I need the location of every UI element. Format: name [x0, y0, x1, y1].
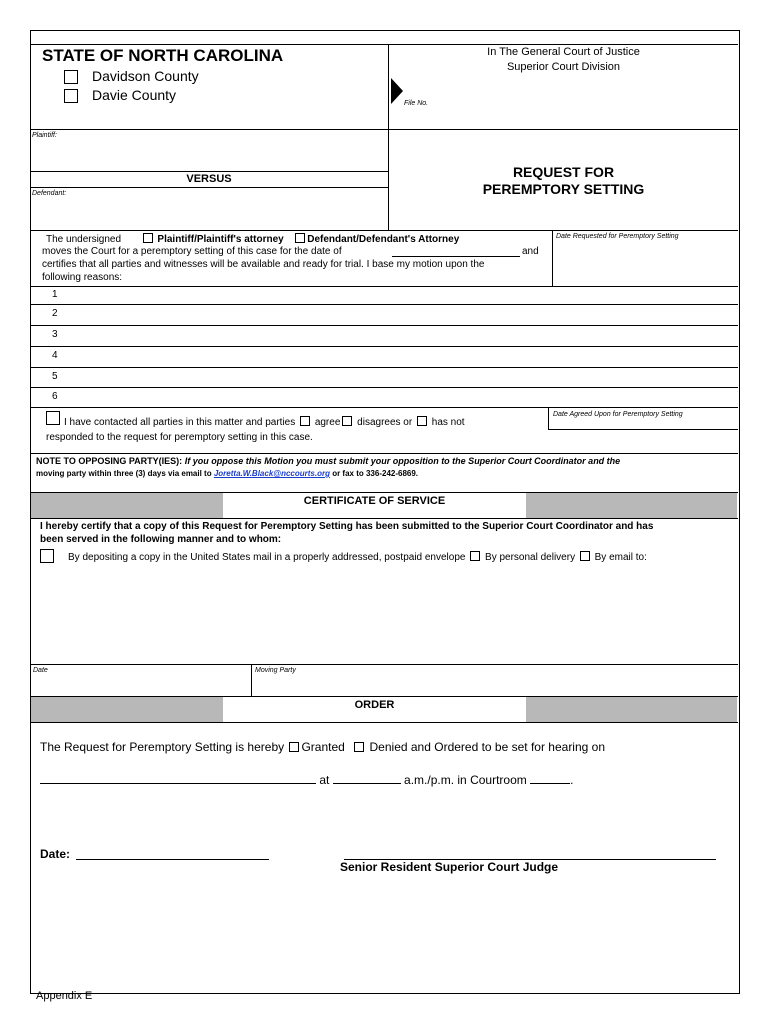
reason-1-number: 1 — [52, 289, 58, 300]
reason-1-line[interactable] — [30, 304, 738, 305]
hearing-date-field[interactable] — [40, 771, 316, 784]
form-title-line-2: PEREMPTORY SETTING — [482, 181, 645, 197]
order-bottom-rule — [30, 722, 738, 723]
courtroom-field[interactable] — [530, 771, 570, 784]
certify-line-2: been served in the following manner and to whom: — [40, 534, 282, 545]
date-requested-divider — [552, 230, 553, 286]
personal-delivery-checkbox[interactable] — [470, 551, 480, 561]
header-rule — [30, 129, 738, 130]
file-no-label: File No. — [404, 100, 429, 107]
defendant-label: Defendant: — [32, 190, 67, 197]
agree-checkbox[interactable] — [300, 416, 310, 426]
court-line-1: In The General Court of Justice — [487, 46, 640, 58]
contact-line-2: responded to the request for peremptory setting in this case. — [46, 432, 313, 443]
contact-line-1 — [64, 416, 465, 428]
hearing-time-field[interactable] — [333, 771, 401, 784]
certificate-title: CERTIFICATE OF SERVICE — [303, 495, 446, 507]
reason-3-line[interactable] — [30, 346, 738, 347]
order-title: ORDER — [354, 699, 395, 711]
coordinator-email-link[interactable]: Joretta.W.Black@nccourts.org — [213, 469, 330, 478]
requested-date-field[interactable] — [392, 256, 520, 257]
order-line-2: at a.m./p.m. in Courtroom . — [40, 771, 573, 787]
reason-5-line[interactable] — [30, 387, 738, 388]
granted-checkbox[interactable] — [289, 742, 299, 752]
order-line-1-start: The Request for Peremptory Setting is hereby — [40, 740, 285, 754]
mail-checkbox[interactable] — [40, 549, 54, 563]
note-text-3: or fax to 336-242-6869. — [332, 469, 419, 478]
email-option-label: By email to: — [594, 552, 647, 563]
reason-6-number: 6 — [52, 391, 58, 402]
reason-4-line[interactable] — [30, 367, 738, 368]
mail-option-label: By depositing a copy in the United States mail in a properly addressed, postpaid envelope — [68, 552, 466, 563]
order-band-left — [31, 696, 223, 722]
order-date-label: Date: — [40, 847, 71, 861]
certificate-top-rule — [30, 492, 738, 493]
reason-6-line[interactable] — [30, 407, 738, 408]
file-arrow-icon — [391, 78, 405, 104]
date-agreed-divider — [548, 407, 549, 429]
certify-line-1: I hereby certify that a copy of this Request for Peremptory Setting has been submitted to the Superior Court Coordinator and has — [40, 521, 654, 532]
denied-checkbox[interactable] — [354, 742, 364, 752]
moving-party-label: Moving Party — [255, 667, 296, 674]
davie-county-checkbox[interactable] — [64, 89, 78, 103]
and-text: and — [522, 246, 539, 257]
certificate-bottom-rule — [30, 518, 738, 519]
reason-2-line[interactable] — [30, 325, 738, 326]
disagrees-label: disagrees or — [357, 417, 413, 428]
at-text: at — [319, 773, 330, 787]
versus-rule — [30, 187, 388, 188]
reason-3-number: 3 — [52, 329, 58, 340]
agree-label: agree — [314, 417, 341, 428]
contact-rule — [30, 453, 738, 454]
order-line-1 — [40, 740, 605, 754]
defendant-attorney-label: Defendant/Defendant's Attorney — [307, 234, 460, 245]
davie-county-label: Davie County — [92, 87, 177, 103]
reason-4-number: 4 — [52, 350, 58, 361]
request-line-1 — [46, 233, 459, 245]
defendant-attorney-checkbox[interactable] — [295, 233, 305, 243]
date-agreed-field[interactable] — [548, 429, 738, 430]
undersigned-text: The undersigned — [46, 234, 122, 245]
reason-2-number: 2 — [52, 308, 58, 319]
signature-top-rule — [30, 664, 738, 665]
plaintiff-attorney-label: Plaintiff/Plaintiff's attorney — [157, 234, 284, 245]
davidson-county-label: Davidson County — [92, 68, 199, 84]
request-line-2: moves the Court for a peremptory setting of this case for the date of — [42, 246, 342, 257]
certificate-band-left — [31, 492, 223, 518]
note-text-1: If you oppose this Motion you must submit your opposition to the Superior Court Coordinator and the — [184, 456, 621, 466]
order-top-rule — [30, 696, 738, 697]
request-line-4: following reasons: — [42, 272, 123, 283]
versus-label: VERSUS — [186, 173, 232, 185]
parties-rule — [30, 230, 738, 231]
note-line-1 — [36, 456, 620, 466]
date-agreed-label: Date Agreed Upon for Peremptory Setting — [553, 411, 683, 418]
certificate-band-right — [526, 492, 737, 518]
disagrees-checkbox[interactable] — [342, 416, 352, 426]
note-text-2: moving party within three (3) days via email to — [36, 469, 212, 478]
certificate-date-label: Date — [33, 667, 48, 674]
contact-text-1: I have contacted all parties in this matter and parties — [64, 417, 296, 428]
note-label: NOTE TO OPPOSING PARTY(IES): — [36, 456, 183, 466]
davidson-county-checkbox[interactable] — [64, 70, 78, 84]
form-title-line-1: REQUEST FOR — [512, 164, 615, 180]
appendix-label: Appendix E — [36, 990, 93, 1002]
has-not-label: has not — [431, 417, 465, 428]
reasons-top-rule — [30, 286, 738, 287]
service-options — [68, 551, 647, 563]
request-line-3: certifies that all parties and witnesses will be available and ready for trial. I base my motion upon the — [42, 259, 485, 270]
contacted-checkbox[interactable] — [46, 411, 60, 425]
note-line-2 — [36, 469, 418, 478]
court-line-2: Superior Court Division — [506, 61, 621, 73]
denied-label: Denied and Ordered to be set for hearing on — [369, 740, 606, 754]
plaintiff-attorney-checkbox[interactable] — [143, 233, 153, 243]
has-not-checkbox[interactable] — [417, 416, 427, 426]
personal-delivery-label: By personal delivery — [485, 552, 576, 563]
judge-label: Senior Resident Superior Court Judge — [340, 860, 559, 874]
order-date-field[interactable] — [76, 859, 269, 860]
moving-party-divider — [251, 664, 252, 696]
ampm-text: a.m./p.m. in Courtroom — [404, 773, 527, 787]
order-band-right — [526, 696, 737, 722]
plaintiff-rule — [30, 171, 388, 172]
state-title: STATE OF NORTH CAROLINA — [42, 46, 284, 65]
reason-5-number: 5 — [52, 371, 58, 382]
plaintiff-label: Plaintiff: — [32, 132, 57, 139]
top-rule — [30, 44, 738, 45]
date-requested-label: Date Requested for Peremptory Setting — [556, 233, 679, 240]
granted-label: Granted — [301, 740, 345, 754]
email-checkbox[interactable] — [580, 551, 590, 561]
